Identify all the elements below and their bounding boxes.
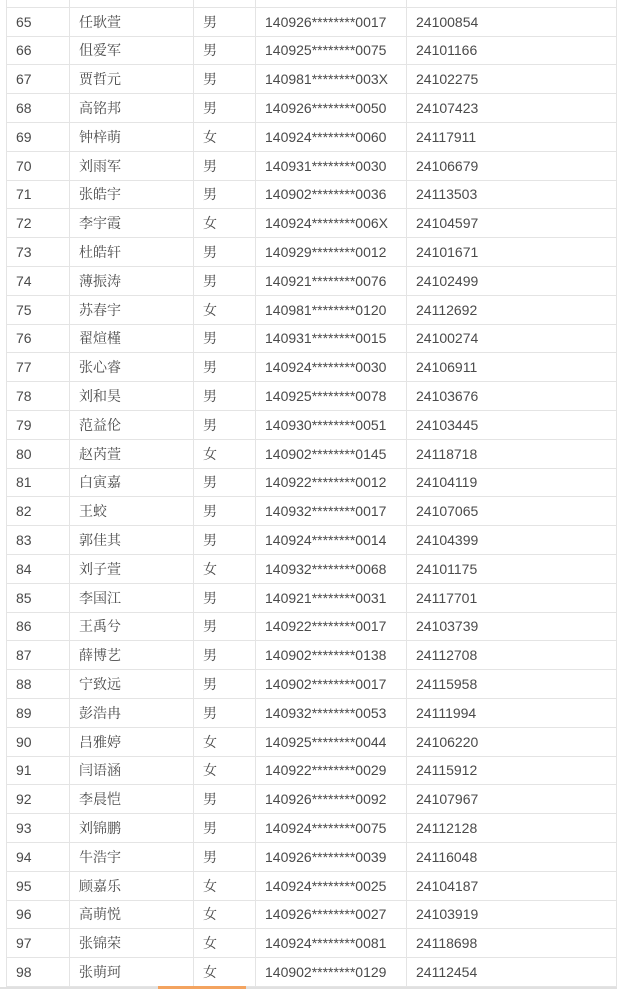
cell-name: 宁致远 — [70, 670, 194, 699]
cell-name: 李晨恺 — [70, 785, 194, 814]
cell-name: 任耿萱 — [70, 7, 194, 36]
cell-code: 24115958 — [407, 670, 617, 699]
cell-code: 24113503 — [407, 180, 617, 209]
cell-gender: 男 — [194, 7, 256, 36]
cell-id_number: 140902********0145 — [256, 439, 407, 468]
table-row — [7, 814, 617, 843]
table-row — [7, 266, 617, 295]
cell-index: 93 — [7, 814, 70, 843]
cell-id_number: 140925********0044 — [256, 727, 407, 756]
cell-id_number: 140981********003X — [256, 65, 407, 94]
table-row — [7, 554, 617, 583]
cell-index: 86 — [7, 612, 70, 641]
cell-gender: 男 — [194, 641, 256, 670]
cell-code: 24104597 — [407, 209, 617, 238]
cell-code — [407, 0, 617, 7]
cell-index: 83 — [7, 526, 70, 555]
cell-code: 24117911 — [407, 122, 617, 151]
cell-name: 高铭邦 — [70, 94, 194, 123]
cell-name: 张皓宇 — [70, 180, 194, 209]
cell-code: 24103676 — [407, 382, 617, 411]
table-row — [7, 94, 617, 123]
cell-code: 24106220 — [407, 727, 617, 756]
table-row — [7, 468, 617, 497]
table-row — [7, 209, 617, 238]
cell-id_number: 140926********0027 — [256, 900, 407, 929]
cell-id_number: 140925********0078 — [256, 382, 407, 411]
table-row — [7, 122, 617, 151]
cell-id_number: 140929********0012 — [256, 238, 407, 267]
cell-gender: 男 — [194, 180, 256, 209]
cell-name: 闫语涵 — [70, 756, 194, 785]
cell-code: 24118718 — [407, 439, 617, 468]
roster-table — [6, 0, 617, 987]
cell-gender: 男 — [194, 238, 256, 267]
cell-gender: 女 — [194, 727, 256, 756]
cell-name: 顾嘉乐 — [70, 871, 194, 900]
cell-id_number: 140926********0092 — [256, 785, 407, 814]
table-row — [7, 382, 617, 411]
cell-code: 24102499 — [407, 266, 617, 295]
cell-id_number: 140926********0050 — [256, 94, 407, 123]
cell-name: 郭佳其 — [70, 526, 194, 555]
cell-index: 81 — [7, 468, 70, 497]
cell-id_number: 140922********0029 — [256, 756, 407, 785]
cell-gender: 男 — [194, 324, 256, 353]
cell-gender: 女 — [194, 554, 256, 583]
cell-name: 赵芮萱 — [70, 439, 194, 468]
cell-gender: 男 — [194, 266, 256, 295]
cell-name: 薄振涛 — [70, 266, 194, 295]
cell-gender: 女 — [194, 122, 256, 151]
cell-name: 苏春宇 — [70, 295, 194, 324]
cell-id_number: 140931********0030 — [256, 151, 407, 180]
cell-gender: 女 — [194, 929, 256, 958]
cell-id_number: 140922********0012 — [256, 468, 407, 497]
cell-index: 69 — [7, 122, 70, 151]
cell-gender: 男 — [194, 698, 256, 727]
cell-id_number: 140902********0036 — [256, 180, 407, 209]
cell-gender: 男 — [194, 468, 256, 497]
cell-code: 24107423 — [407, 94, 617, 123]
cell-gender: 男 — [194, 497, 256, 526]
cell-code: 24101175 — [407, 554, 617, 583]
cell-gender: 男 — [194, 382, 256, 411]
cell-index: 94 — [7, 842, 70, 871]
cell-id_number: 140926********0039 — [256, 842, 407, 871]
cell-index: 92 — [7, 785, 70, 814]
cell-id_number: 140902********0138 — [256, 641, 407, 670]
cell-gender: 女 — [194, 295, 256, 324]
cell-gender — [194, 0, 256, 7]
cell-index: 82 — [7, 497, 70, 526]
cell-name: 王禹兮 — [70, 612, 194, 641]
table-row — [7, 583, 617, 612]
cell-gender: 男 — [194, 353, 256, 382]
cell-id_number: 140924********0014 — [256, 526, 407, 555]
table-row — [7, 727, 617, 756]
cell-name: 刘雨军 — [70, 151, 194, 180]
cell-index: 78 — [7, 382, 70, 411]
table-row — [7, 65, 617, 94]
cell-code: 24112454 — [407, 958, 617, 987]
cell-gender: 男 — [194, 36, 256, 65]
cell-name: 牛浩宇 — [70, 842, 194, 871]
cell-name: 高萌悦 — [70, 900, 194, 929]
cell-name: 贾哲元 — [70, 65, 194, 94]
cell-gender: 男 — [194, 151, 256, 180]
cell-code: 24104119 — [407, 468, 617, 497]
cell-code: 24104399 — [407, 526, 617, 555]
table-row — [7, 36, 617, 65]
cell-id_number: 140926********0017 — [256, 7, 407, 36]
partial-top-row — [7, 0, 617, 7]
cell-index: 80 — [7, 439, 70, 468]
cell-code: 24103445 — [407, 410, 617, 439]
cell-code: 24100274 — [407, 324, 617, 353]
cell-id_number: 140930********0051 — [256, 410, 407, 439]
cell-id_number: 140921********0031 — [256, 583, 407, 612]
cell-index: 66 — [7, 36, 70, 65]
cell-index: 97 — [7, 929, 70, 958]
cell-id_number: 140921********0076 — [256, 266, 407, 295]
cell-gender: 女 — [194, 900, 256, 929]
cell-code: 24106911 — [407, 353, 617, 382]
cell-gender: 男 — [194, 94, 256, 123]
cell-name: 吕雅婷 — [70, 727, 194, 756]
cell-index: 84 — [7, 554, 70, 583]
table-row — [7, 295, 617, 324]
cell-code: 24111994 — [407, 698, 617, 727]
cell-code: 24103919 — [407, 900, 617, 929]
cell-name: 钟梓萌 — [70, 122, 194, 151]
cell-id_number: 140922********0017 — [256, 612, 407, 641]
cell-gender: 男 — [194, 670, 256, 699]
cell-gender: 女 — [194, 439, 256, 468]
cell-gender: 男 — [194, 410, 256, 439]
cell-id_number: 140931********0015 — [256, 324, 407, 353]
cell-index: 96 — [7, 900, 70, 929]
cell-gender: 男 — [194, 814, 256, 843]
cell-gender: 男 — [194, 612, 256, 641]
cell-id_number: 140981********0120 — [256, 295, 407, 324]
table-row — [7, 641, 617, 670]
cell-index: 98 — [7, 958, 70, 987]
cell-index — [7, 0, 70, 7]
cell-index: 85 — [7, 583, 70, 612]
cell-name: 杜皓轩 — [70, 238, 194, 267]
cell-name: 王蛟 — [70, 497, 194, 526]
cell-name: 刘锦鹏 — [70, 814, 194, 843]
cell-index: 89 — [7, 698, 70, 727]
cell-name: 李国江 — [70, 583, 194, 612]
cell-id_number: 140924********0030 — [256, 353, 407, 382]
cell-index: 68 — [7, 94, 70, 123]
cell-code: 24112692 — [407, 295, 617, 324]
cell-id_number: 140924********006X — [256, 209, 407, 238]
cell-index: 75 — [7, 295, 70, 324]
cell-code: 24102275 — [407, 65, 617, 94]
table-row — [7, 180, 617, 209]
cell-id_number: 140932********0053 — [256, 698, 407, 727]
cell-id_number: 140925********0075 — [256, 36, 407, 65]
table-row — [7, 324, 617, 353]
cell-gender: 男 — [194, 526, 256, 555]
cell-name: 范益伦 — [70, 410, 194, 439]
cell-name: 刘和昊 — [70, 382, 194, 411]
cell-name: 张锦荣 — [70, 929, 194, 958]
cell-id_number: 140902********0017 — [256, 670, 407, 699]
table-row — [7, 353, 617, 382]
cell-code: 24104187 — [407, 871, 617, 900]
cell-index: 71 — [7, 180, 70, 209]
cell-code: 24118698 — [407, 929, 617, 958]
cell-gender: 女 — [194, 958, 256, 987]
cell-code: 24112708 — [407, 641, 617, 670]
cell-index: 77 — [7, 353, 70, 382]
cell-gender: 男 — [194, 785, 256, 814]
cell-name: 薛博艺 — [70, 641, 194, 670]
cell-index: 90 — [7, 727, 70, 756]
table-row — [7, 958, 617, 987]
cell-name — [70, 0, 194, 7]
cell-id_number: 140924********0081 — [256, 929, 407, 958]
cell-index: 95 — [7, 871, 70, 900]
cell-id — [256, 0, 407, 7]
cell-name: 翟煊槿 — [70, 324, 194, 353]
cell-code: 24116048 — [407, 842, 617, 871]
table-row — [7, 842, 617, 871]
cell-index: 72 — [7, 209, 70, 238]
table-row — [7, 410, 617, 439]
roster-table-container — [6, 0, 617, 987]
cell-id_number: 140924********0025 — [256, 871, 407, 900]
table-row — [7, 497, 617, 526]
table-row — [7, 929, 617, 958]
roster-table-body — [7, 0, 617, 986]
cell-code: 24101671 — [407, 238, 617, 267]
cell-index: 70 — [7, 151, 70, 180]
cell-index: 87 — [7, 641, 70, 670]
table-row — [7, 670, 617, 699]
cell-code: 24115912 — [407, 756, 617, 785]
cell-name: 白寅嘉 — [70, 468, 194, 497]
cell-code: 24106679 — [407, 151, 617, 180]
table-row — [7, 698, 617, 727]
cell-gender: 女 — [194, 209, 256, 238]
cell-code: 24103739 — [407, 612, 617, 641]
cell-code: 24107967 — [407, 785, 617, 814]
table-row — [7, 238, 617, 267]
cell-code: 24117701 — [407, 583, 617, 612]
cell-name: 刘子萱 — [70, 554, 194, 583]
cell-gender: 男 — [194, 65, 256, 94]
cell-gender: 女 — [194, 756, 256, 785]
table-row — [7, 756, 617, 785]
cell-index: 67 — [7, 65, 70, 94]
cell-name: 张萌珂 — [70, 958, 194, 987]
cell-id_number: 140902********0129 — [256, 958, 407, 987]
table-row — [7, 7, 617, 36]
cell-gender: 男 — [194, 842, 256, 871]
cell-index: 88 — [7, 670, 70, 699]
table-row — [7, 151, 617, 180]
cell-name: 张心睿 — [70, 353, 194, 382]
cell-index: 79 — [7, 410, 70, 439]
cell-index: 65 — [7, 7, 70, 36]
table-row — [7, 612, 617, 641]
cell-gender: 女 — [194, 871, 256, 900]
cell-code: 24101166 — [407, 36, 617, 65]
cell-index: 74 — [7, 266, 70, 295]
cell-id_number: 140924********0060 — [256, 122, 407, 151]
cell-gender: 男 — [194, 583, 256, 612]
table-row — [7, 526, 617, 555]
cell-id_number: 140932********0017 — [256, 497, 407, 526]
cell-name: 伹爱军 — [70, 36, 194, 65]
cell-id_number: 140932********0068 — [256, 554, 407, 583]
table-row — [7, 900, 617, 929]
table-row — [7, 439, 617, 468]
table-row — [7, 785, 617, 814]
cell-code: 24112128 — [407, 814, 617, 843]
cell-name: 彭浩冉 — [70, 698, 194, 727]
cell-code: 24107065 — [407, 497, 617, 526]
cell-code: 24100854 — [407, 7, 617, 36]
cell-index: 73 — [7, 238, 70, 267]
cell-index: 76 — [7, 324, 70, 353]
table-row — [7, 871, 617, 900]
cell-index: 91 — [7, 756, 70, 785]
cell-name: 李宇霞 — [70, 209, 194, 238]
cell-id_number: 140924********0075 — [256, 814, 407, 843]
